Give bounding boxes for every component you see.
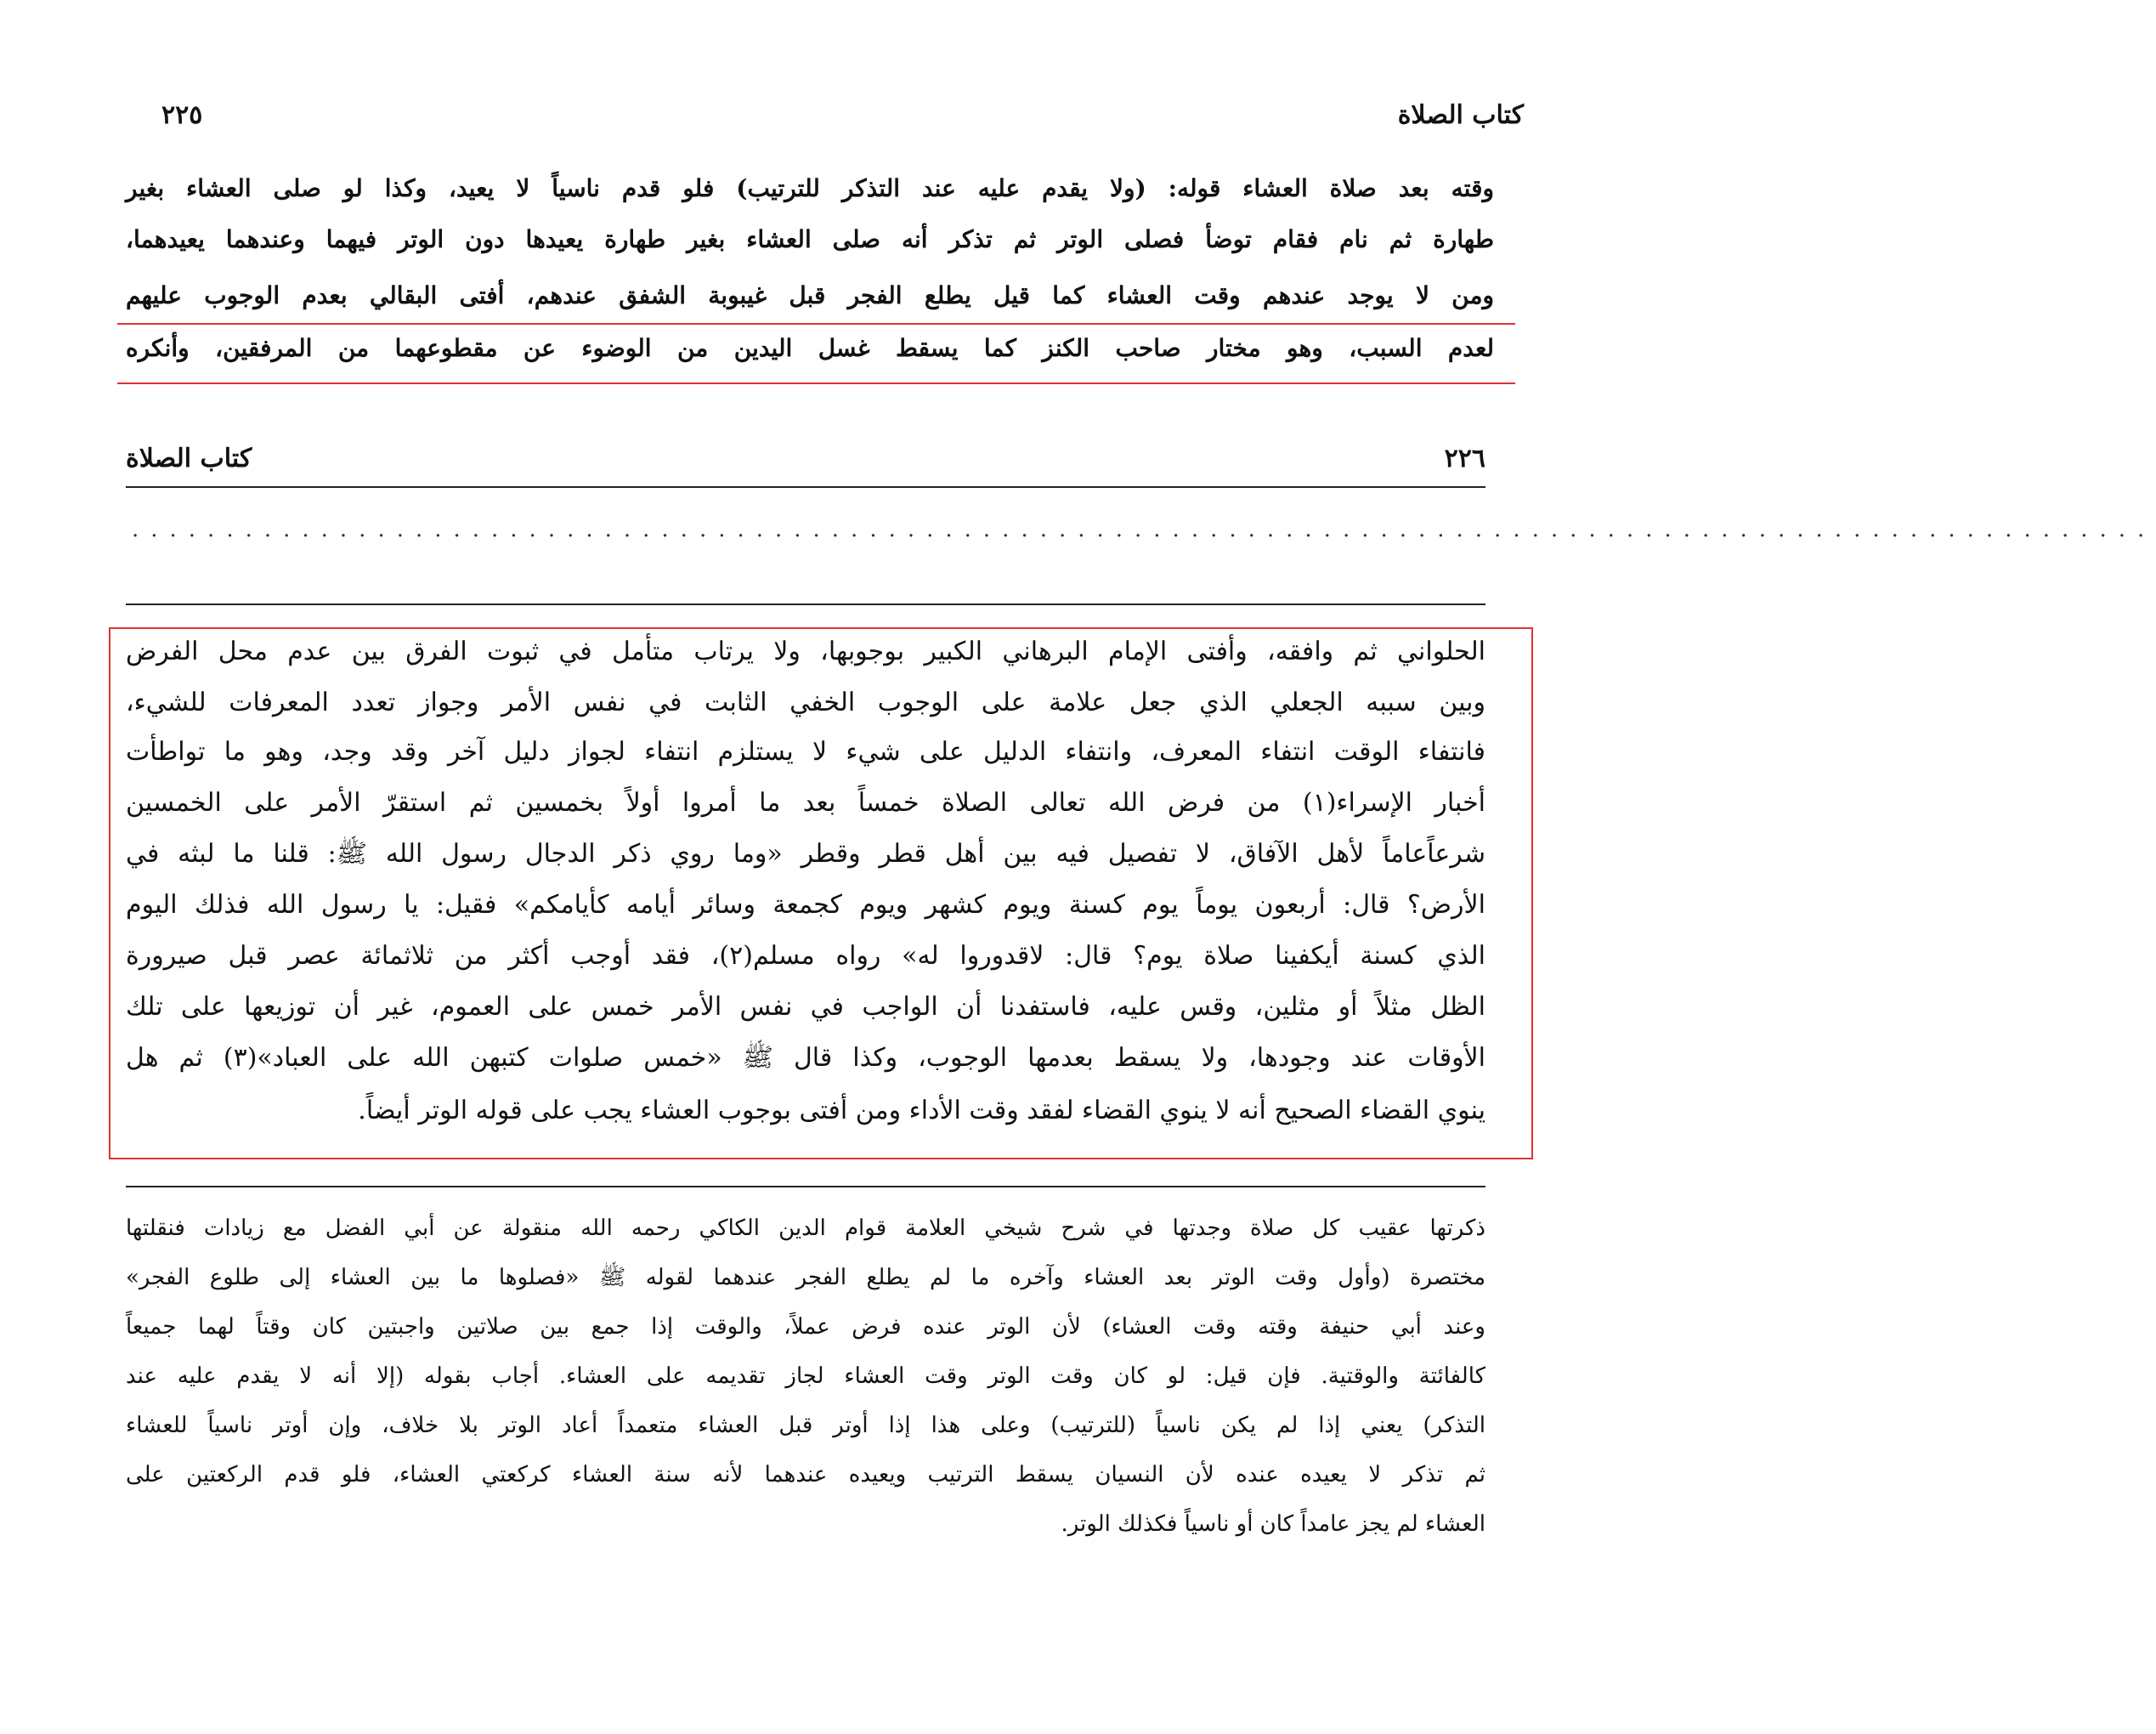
text-line: ومن لا يوجد عندهم وقت العشاء كما قيل يطلع الفجر قبل غيبوبة الشفق عندهم، أفتى البقالي بعدم الوجوب عليهم [126, 281, 1494, 309]
ellipsis-dots: ........................................................................................................... [132, 517, 2156, 542]
text-line: الأوقات عند وجودها، ولا يسقط بعدمها الوجوب، وكذا قال ﷺ «خمس صلوات كتبهن الله على العباد»(٣) ثم هل [126, 1043, 1485, 1073]
footnote-line: التذكر) يعني إذا لم يكن ناسياً (للترتيب) وعلى هذا إذا أوتر قبل العشاء متعمداً أعاد الوتر بلا خلاف، وإن أوتر ناسياً للعشاء [126, 1413, 1485, 1438]
footnote-line: وعند أبي حنيفة وقته وقت العشاء) لأن الوتر عنده فرض عملاً، والوقت إذا جمع بين صلاتين واجبتين كان وقتاً لهما جميعاً [126, 1314, 1485, 1340]
page-number-225: ٢٢٥ [161, 100, 203, 130]
text-line: الظل مثلاً أو مثلين، وقس عليه، فاستفدنا أن الواجب في نفس الأمر خمس على العموم، غير أن توزيعها على تلك [126, 992, 1485, 1022]
footnote-line: ثم تذكر لا يعيده عنده لأن النسيان يسقط الترتيب ويعيده عندهما لأنه سنة العشاء كركعتي العشاء، فلو قدم الركعتين على [126, 1462, 1485, 1488]
footnote-line: كالفائتة والوقتية. فإن قيل: لو كان وقت الوتر وقت العشاء لجاز تقديمه على العشاء. أجاب بقوله (إلا أنه لا يقدم عليه عند [126, 1363, 1485, 1389]
text-line: الذي كسنة أيكفينا صلاة يوم؟ قال: لاقدوروا له» رواه مسلم(٢)، فقد أوجب أكثر من ثلاثمائة عصر قبل صيرورة [126, 941, 1486, 971]
footnote-line: ذكرتها عقيب كل صلاة وجدتها في شرح شيخي العلامة قوام الدين الكاكي رحمه الله منقولة عن أبي الفضل مع زيادات فنقلتها [126, 1216, 1485, 1241]
footnote-rule [126, 1186, 1485, 1187]
red-underline [117, 323, 1515, 325]
text-line: ينوي القضاء الصحيح أنه لا ينوي القضاء لفقد وقت الأداء ومن أفتى بوجوب العشاء يجب على قوله الوتر أيضاً. [358, 1096, 1485, 1125]
footnote-line: العشاء لم يجز عامداً كان أو ناسياً فكذلك الوتر. [1061, 1511, 1485, 1537]
text-line: فانتفاء الوقت انتفاء المعرف، وانتفاء الدليل على شيء لا يستلزم انتفاء لجواز دليل آخر وقد وجد، وهو ما تواطأت [126, 737, 1485, 767]
text-line: الحلواني ثم وافقه، وأفتى الإمام البرهاني الكبير بوجوبها، ولا يرتاب متأمل في ثبوت الفرق بين عدم محل الفرض [126, 637, 1485, 666]
page-header-title-225: كتاب الصلاة [1397, 100, 1524, 130]
footnote-line: مختصرة (وأول وقت الوتر بعد العشاء وآخره ما لم يطلع الفجر عندهما لقوله ﷺ «فصلوها ما بين العشاء إلى طلوع الفجر» [126, 1265, 1486, 1290]
page-header-title-226: كتاب الصلاة [126, 444, 252, 473]
text-line: وبين سببه الجعلي الذي جعل علامة على الوجوب الخفي الثابت في نفس الأمر وجواز تعدد المعرفات للشيء، [126, 688, 1485, 717]
text-line: أخبار الإسراء(١) من فرض الله تعالى الصلاة خمساً بعد ما أمروا أولاً بخمسين ثم استقرّ الأمر على الخمسين [126, 788, 1485, 818]
section-rule [126, 604, 1485, 605]
text-line: وقته بعد صلاة العشاء قوله: (ولا يقدم عليه عند التذكر للترتيب) فلو قدم ناسياً لا يعيد، وكذا لو صلى العشاء بغير [126, 174, 1494, 202]
text-line: الأرض؟ قال: أربعون يوماً يوم كسنة ويوم كشهر ويوم كجمعة وسائر أيامه كأيامكم» فقيل: يا رسول الله فذلك اليوم [126, 890, 1485, 920]
text-line: لعدم السبب، وهو مختار صاحب الكنز كما يسقط غسل اليدين من الوضوء عن مقطوعهما من المرفقين، وأنكره [126, 334, 1494, 362]
header-rule [126, 486, 1485, 488]
text-line: طهارة ثم نام فقام توضأ فصلى الوتر ثم تذكر أنه صلى العشاء بغير طهارة يعيدها دون الوتر فيهما وعندهما يعيدهما، [126, 225, 1495, 253]
red-underline [117, 382, 1515, 384]
text-line: شرعاًعاماً لأهل الآفاق، لا تفصيل فيه بين أهل قطر وقطر «وما روي ذكر الدجال رسول الله ﷺ: قلنا ما لبثه في [126, 839, 1485, 869]
page-number-226: ٢٢٦ [1444, 444, 1485, 473]
